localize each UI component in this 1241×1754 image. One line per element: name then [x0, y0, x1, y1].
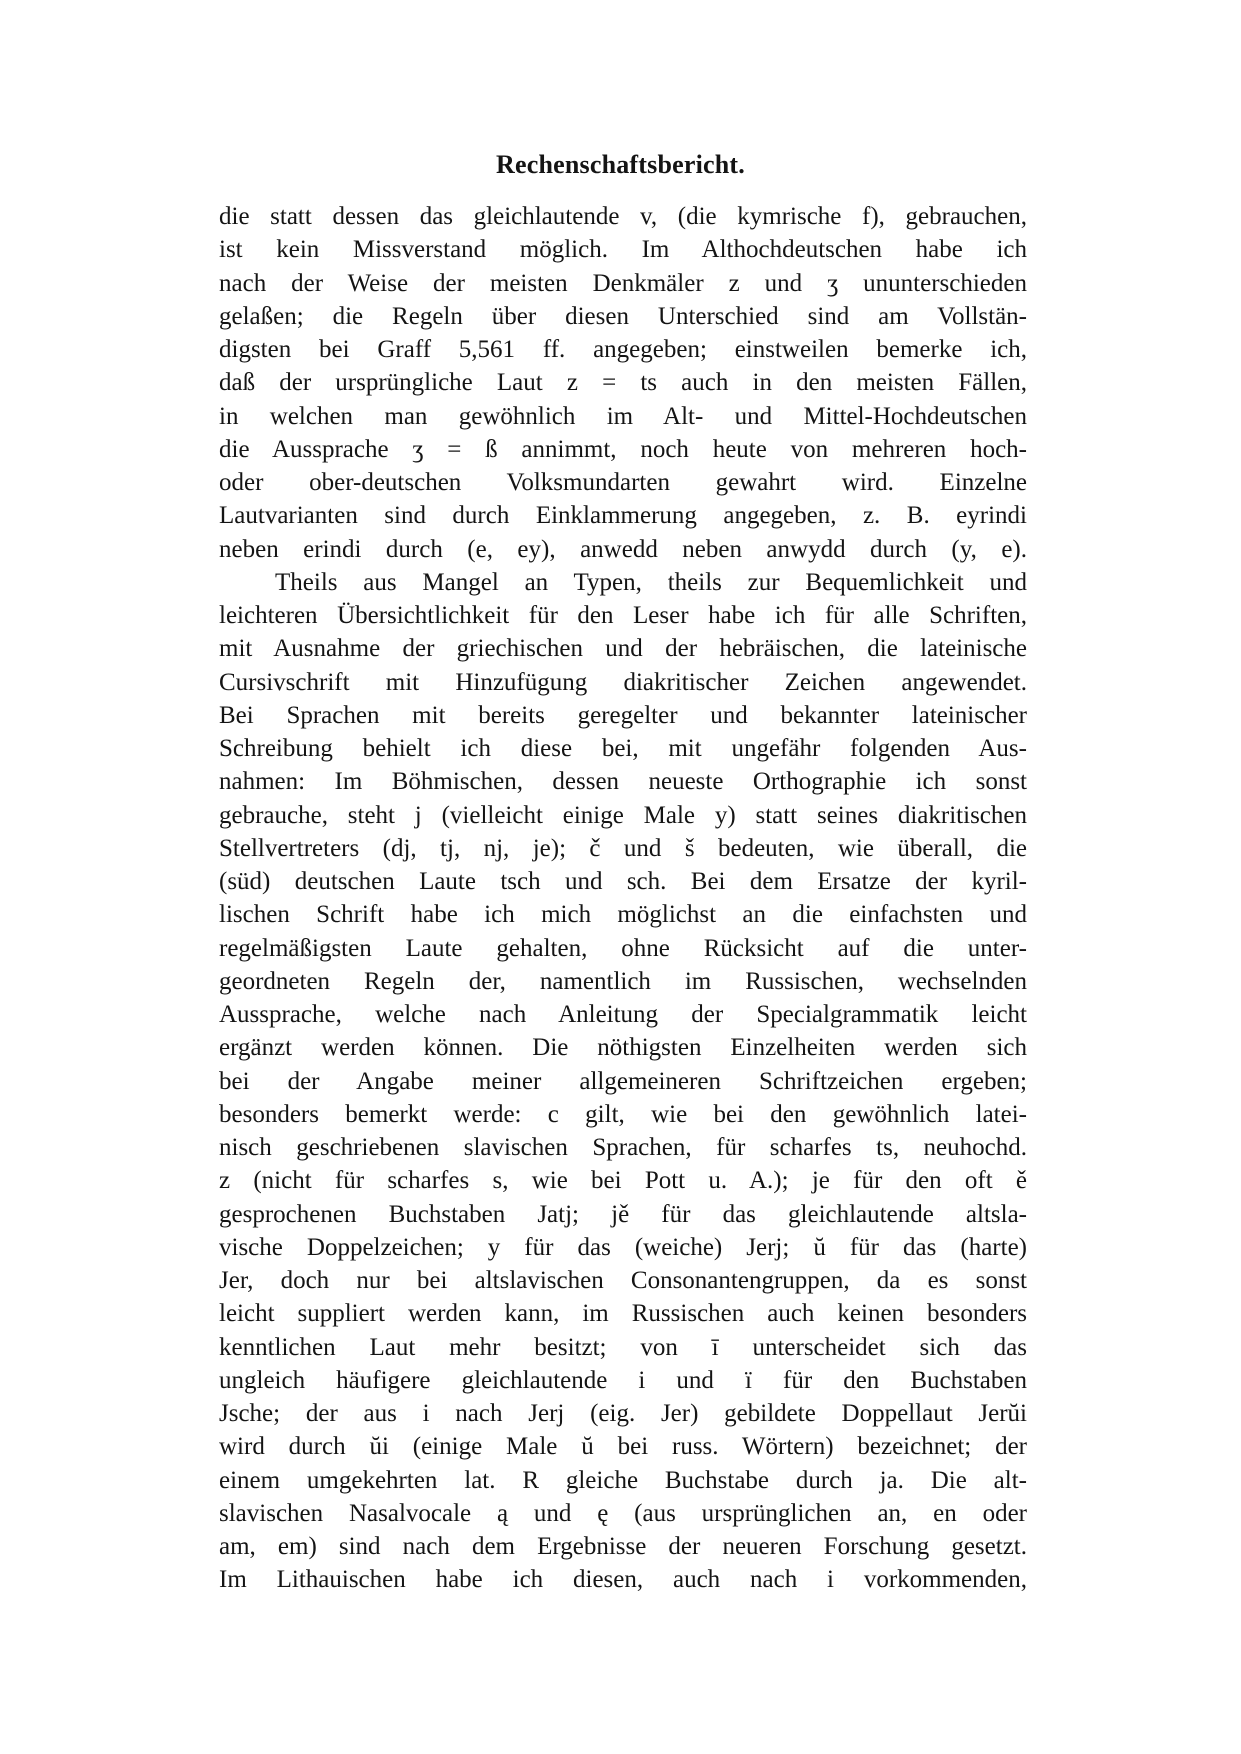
- text-line: Aussprache, welche nach Anleitung der Specialgrammatik leicht: [219, 1001, 1027, 1028]
- text-line: Schreibung behielt ich diese bei, mit ungefähr folgenden Aus-: [219, 735, 1027, 762]
- text-line: Im Lithauischen habe ich diesen, auch nach i vorkommenden,: [219, 1566, 1027, 1594]
- text-line: Lautvarianten sind durch Einklammerung angegeben, z. B. eyrindi: [219, 502, 1027, 530]
- text-line: leicht suppliert werden kann, im Russischen auch keinen besonders: [219, 1300, 1027, 1328]
- text-line: gesprochenen Buchstaben Jatj; jě für das gleichlautende altsla-: [219, 1200, 1027, 1228]
- text-line: besonders bemerkt werde: c gilt, wie bei den gewöhnlich latei-: [219, 1100, 1027, 1128]
- text-line: die statt dessen das gleichlautende v, (die kymrische f), gebrauchen,: [219, 203, 1027, 230]
- text-line: oder ober-deutschen Volksmundarten gewahrt wird. Einzelne: [219, 469, 1027, 496]
- text-line: bei der Angabe meiner allgemeineren Schriftzeichen ergeben;: [219, 1067, 1027, 1095]
- text-line: wird durch ŭi (einige Male ŭ bei russ. Wörtern) bezeichnet; der: [219, 1433, 1027, 1461]
- text-line: geordneten Regeln der, namentlich im Russischen, wechselnden: [219, 967, 1027, 995]
- text-line: kenntlichen Laut mehr besitzt; von ī unterscheidet sich das: [219, 1333, 1027, 1361]
- text-line: nach der Weise der meisten Denkmäler z und ʒ ununterschieden: [219, 269, 1027, 297]
- text-line: Bei Sprachen mit bereits geregelter und bekannter lateinischer: [219, 701, 1027, 729]
- text-line: einem umgekehrten lat. R gleiche Buchstabe durch ja. Die alt-: [219, 1466, 1027, 1494]
- text-line: Jsche; der aus i nach Jerj (eig. Jer) gebildete Doppellaut Jerŭi: [219, 1400, 1027, 1427]
- body-text: [219, 200, 1027, 1597]
- text-line: gebrauche, steht j (vielleicht einige Male y) statt seines diakritischen: [219, 801, 1027, 829]
- text-line: in welchen man gewöhnlich im Alt- und Mittel-Hochdeutschen: [219, 402, 1027, 430]
- text-line: leichteren Übersichtlichkeit für den Leser habe ich für alle Schriften,: [219, 602, 1027, 629]
- text-line: (süd) deutschen Laute tsch und sch. Bei dem Ersatze der kyril-: [219, 868, 1027, 895]
- text-line: regelmäßigsten Laute gehalten, ohne Rücksicht auf die unter-: [219, 934, 1027, 962]
- text-line: nahmen: Im Böhmischen, dessen neueste Orthographie ich sonst: [219, 768, 1027, 796]
- text-line: digsten bei Graff 5,561 ff. angegeben; einstweilen bemerke ich,: [219, 336, 1027, 363]
- running-head: Rechenschaftsbericht.: [496, 150, 745, 179]
- text-line: neben erindi durch (e, ey), anwedd neben anwydd durch (y, e).: [219, 535, 1027, 563]
- text-line: die Aussprache ʒ = ß annimmt, noch heute von mehreren hoch-: [219, 435, 1027, 463]
- text-line: Cursivschrift mit Hinzufügung diakritischer Zeichen angewendet.: [219, 668, 1027, 696]
- text-line: ist kein Missverstand möglich. Im Althochdeutschen habe ich: [219, 236, 1027, 264]
- text-line: am, em) sind nach dem Ergebnisse der neueren Forschung gesetzt.: [219, 1533, 1027, 1560]
- text-line: vische Doppelzeichen; y für das (weiche) Jerj; ŭ für das (harte): [219, 1233, 1027, 1261]
- text-line: gelaßen; die Regeln über diesen Unterschied sind am Vollstän-: [219, 302, 1027, 330]
- text-line: ergänzt werden können. Die nöthigsten Einzelheiten werden sich: [219, 1034, 1027, 1062]
- text-line: Jer, doch nur bei altslavischen Consonantengruppen, da es sonst: [219, 1267, 1027, 1294]
- text-line: Stellvertreters (dj, tj, nj, je); č und š bedeuten, wie überall, die: [219, 834, 1027, 862]
- text-line: Theils aus Mangel an Typen, theils zur Bequemlichkeit und: [275, 568, 1027, 596]
- text-line: daß der ursprüngliche Laut z = ts auch in den meisten Fällen,: [219, 369, 1027, 397]
- text-line: lischen Schrift habe ich mich möglichst an die einfachsten und: [219, 901, 1027, 929]
- text-line: nisch geschriebenen slavischen Sprachen, für scharfes ts, neuhochd.: [219, 1134, 1027, 1161]
- text-line: z (nicht für scharfes s, wie bei Pott u. A.); je für den oft ě: [219, 1167, 1027, 1195]
- text-line: ungleich häufigere gleichlautende i und ï für den Buchstaben: [219, 1366, 1027, 1394]
- text-line: mit Ausnahme der griechischen und der hebräischen, die lateinische: [219, 635, 1027, 663]
- text-line: slavischen Nasalvocale ą und ę (aus ursprünglichen an, en oder: [219, 1499, 1027, 1527]
